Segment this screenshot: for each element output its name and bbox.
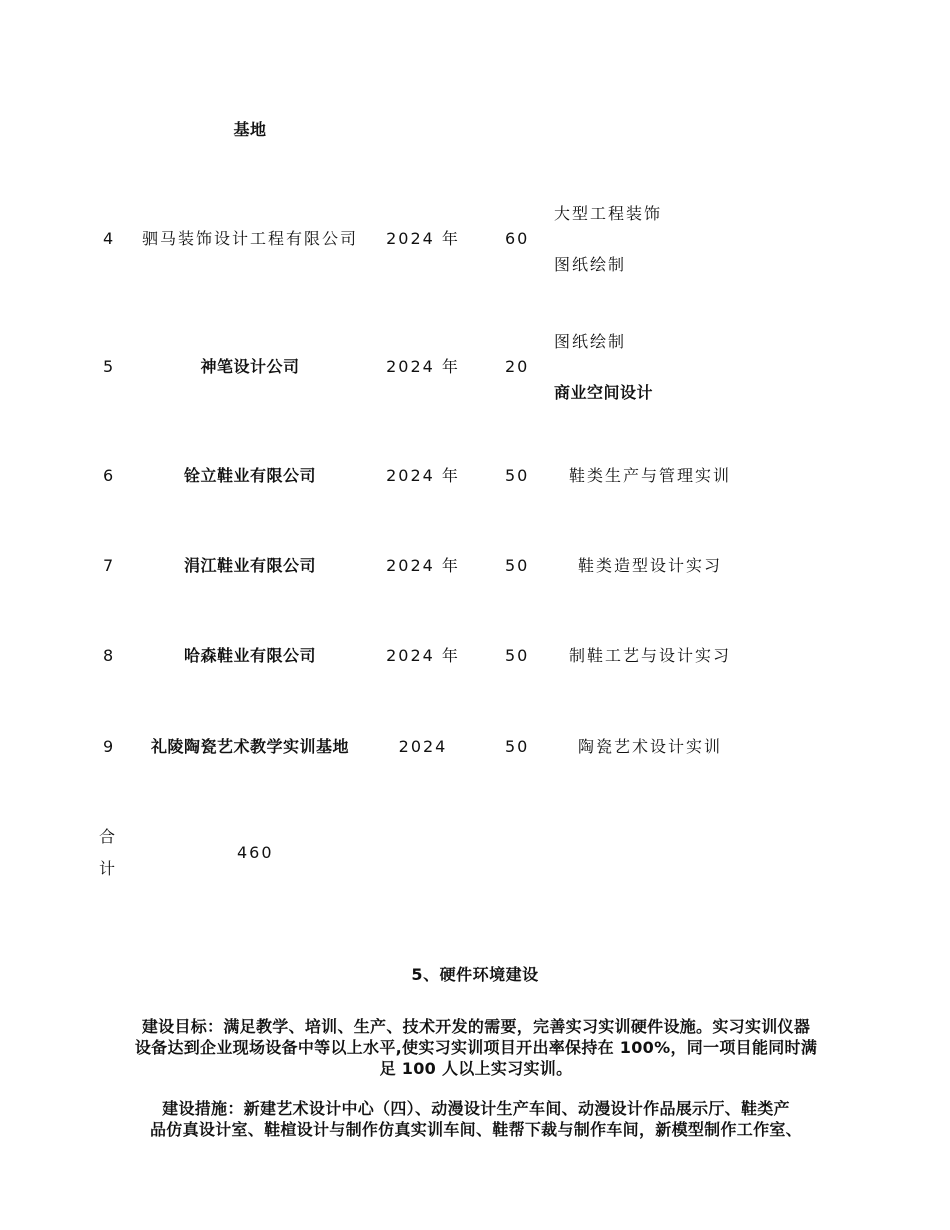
count-cell: 50 bbox=[505, 466, 530, 485]
year-cell: 2024 bbox=[398, 737, 448, 756]
measures-paragraph bbox=[90, 1098, 862, 1140]
content-line: 陶瓷艺术设计实训 bbox=[577, 737, 723, 756]
content-line: 图纸绘制 bbox=[554, 332, 627, 351]
company-name: 哈森鞋业有限公司 bbox=[183, 646, 317, 665]
count-cell: 50 bbox=[505, 737, 530, 756]
company-name: 神笔设计公司 bbox=[200, 357, 300, 376]
count-cell: 60 bbox=[505, 229, 530, 248]
company-name: 驷马装饰设计工程有限公司 bbox=[141, 229, 359, 248]
count-cell: 50 bbox=[505, 646, 530, 665]
content-line: 制鞋工艺与设计实习 bbox=[568, 646, 732, 665]
measures-line: 建设措施：新建艺术设计中心（四）、动漫设计生产车间、动漫设计作品展示厅、鞋类产 bbox=[162, 1099, 790, 1118]
total-label: 合 bbox=[99, 827, 118, 846]
total-label: 计 bbox=[99, 859, 118, 878]
row-number: 6 bbox=[103, 466, 116, 485]
company-name: 涓江鞋业有限公司 bbox=[183, 556, 317, 575]
row-number: 9 bbox=[103, 737, 116, 756]
goal-line: 设备达到企业现场设备中等以上水平,使实习实训项目开出率保持在 100%，同一项目能同时满 bbox=[134, 1038, 818, 1057]
content-line: 鞋类造型设计实习 bbox=[577, 556, 723, 575]
content-line: 图纸绘制 bbox=[554, 255, 627, 274]
year-cell: 2024 年 bbox=[386, 466, 460, 485]
measures-line: 品仿真设计室、鞋楦设计与制作仿真实训车间、鞋帮下裁与制作车间，新模型制作工作室、 bbox=[149, 1120, 802, 1139]
goal-line: 足 100 人以上实习实训。 bbox=[379, 1059, 573, 1078]
goal-paragraph bbox=[90, 1016, 862, 1079]
row-number: 7 bbox=[103, 556, 116, 575]
section-heading: 5、硬件环境建设 bbox=[411, 965, 539, 984]
count-cell: 20 bbox=[505, 357, 530, 376]
company-name: 铨立鞋业有限公司 bbox=[183, 466, 317, 485]
total-value: 460 bbox=[237, 843, 274, 862]
row-number: 5 bbox=[103, 357, 116, 376]
continued-company-cell: 基地 bbox=[233, 120, 267, 139]
content-line: 大型工程装饰 bbox=[554, 204, 663, 223]
row-number: 4 bbox=[103, 229, 116, 248]
count-cell: 50 bbox=[505, 556, 530, 575]
year-cell: 2024 年 bbox=[386, 646, 460, 665]
company-name: 礼陵陶瓷艺术教学实训基地 bbox=[150, 737, 350, 756]
content-line: 鞋类生产与管理实训 bbox=[568, 466, 732, 485]
year-cell: 2024 年 bbox=[386, 556, 460, 575]
content-line: 商业空间设计 bbox=[554, 383, 654, 402]
goal-line: 建设目标：满足教学、培训、生产、技术开发的需要，完善实习实训硬件设施。实习实训仪器 bbox=[141, 1017, 811, 1036]
year-cell: 2024 年 bbox=[386, 229, 460, 248]
row-number: 8 bbox=[103, 646, 116, 665]
year-cell: 2024 年 bbox=[386, 357, 460, 376]
